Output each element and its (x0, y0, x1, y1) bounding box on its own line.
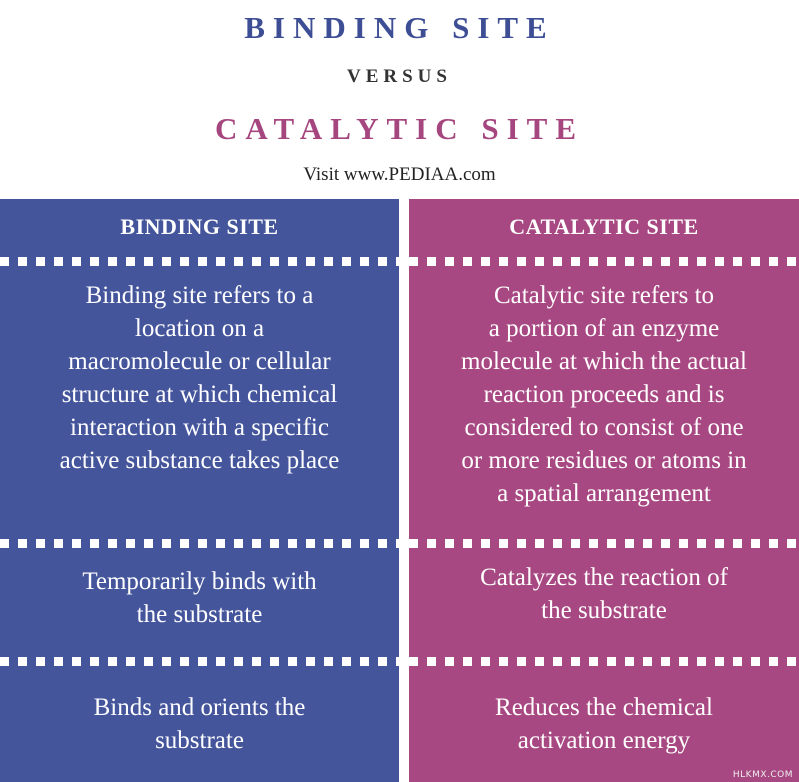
definition-line: macromolecule or cellular (68, 348, 331, 375)
catalytic-site-heading (409, 199, 799, 255)
catalytic-site-definition (409, 279, 799, 519)
binding-site-definition (0, 279, 399, 479)
definition-line: a spatial arrangement (497, 480, 711, 507)
function-line: Catalyzes the reaction of (480, 564, 728, 591)
definition-line: location on a (134, 315, 265, 342)
definition-line: active substance takes place (59, 447, 340, 474)
title-catalytic-site: CATALYTIC SITE (215, 111, 584, 146)
binding-site-function (0, 565, 399, 635)
function-line: Temporarily binds with (82, 568, 317, 595)
function-line: the substrate (136, 601, 263, 628)
divider-dashed (0, 657, 399, 666)
catalytic-site-role (409, 691, 799, 761)
definition-line: a portion of an enzyme (488, 315, 720, 342)
versus-label: VERSUS (347, 66, 452, 87)
catalytic-site-column (409, 199, 799, 782)
definition-line: or more residues or atoms in (461, 447, 747, 474)
binding-site-heading (0, 199, 399, 255)
divider-dashed (0, 539, 399, 548)
binding-site-heading-text: BINDING SITE (120, 214, 279, 239)
role-line: substrate (155, 727, 244, 754)
catalytic-site-function (409, 561, 799, 631)
title-binding-site: BINDING SITE (244, 10, 555, 45)
divider-dashed (409, 257, 799, 266)
divider-dashed (409, 539, 799, 548)
definition-line: interaction with a specific (70, 414, 329, 441)
definition-line: molecule at which the actual (461, 348, 747, 375)
header (0, 0, 799, 198)
role-line: Binds and orients the (93, 694, 306, 721)
divider-dashed (0, 257, 399, 266)
binding-site-column (0, 199, 399, 782)
watermark: HLKMX.COM (732, 770, 793, 780)
divider-dashed (409, 657, 799, 666)
definition-line: considered to consist of one (464, 414, 744, 441)
role-line: Reduces the chemical (495, 694, 713, 721)
catalytic-site-heading-text: CATALYTIC SITE (509, 214, 699, 239)
definition-line: reaction proceeds and is (483, 381, 725, 408)
visit-link[interactable]: Visit www.PEDIAA.com (303, 164, 496, 185)
function-line: the substrate (541, 597, 667, 624)
binding-site-role (0, 691, 399, 761)
definition-line: structure at which chemical (61, 381, 338, 408)
definition-line: Catalytic site refers to (493, 282, 715, 309)
definition-line: Binding site refers to a (85, 282, 314, 309)
role-line: activation energy (517, 727, 691, 754)
